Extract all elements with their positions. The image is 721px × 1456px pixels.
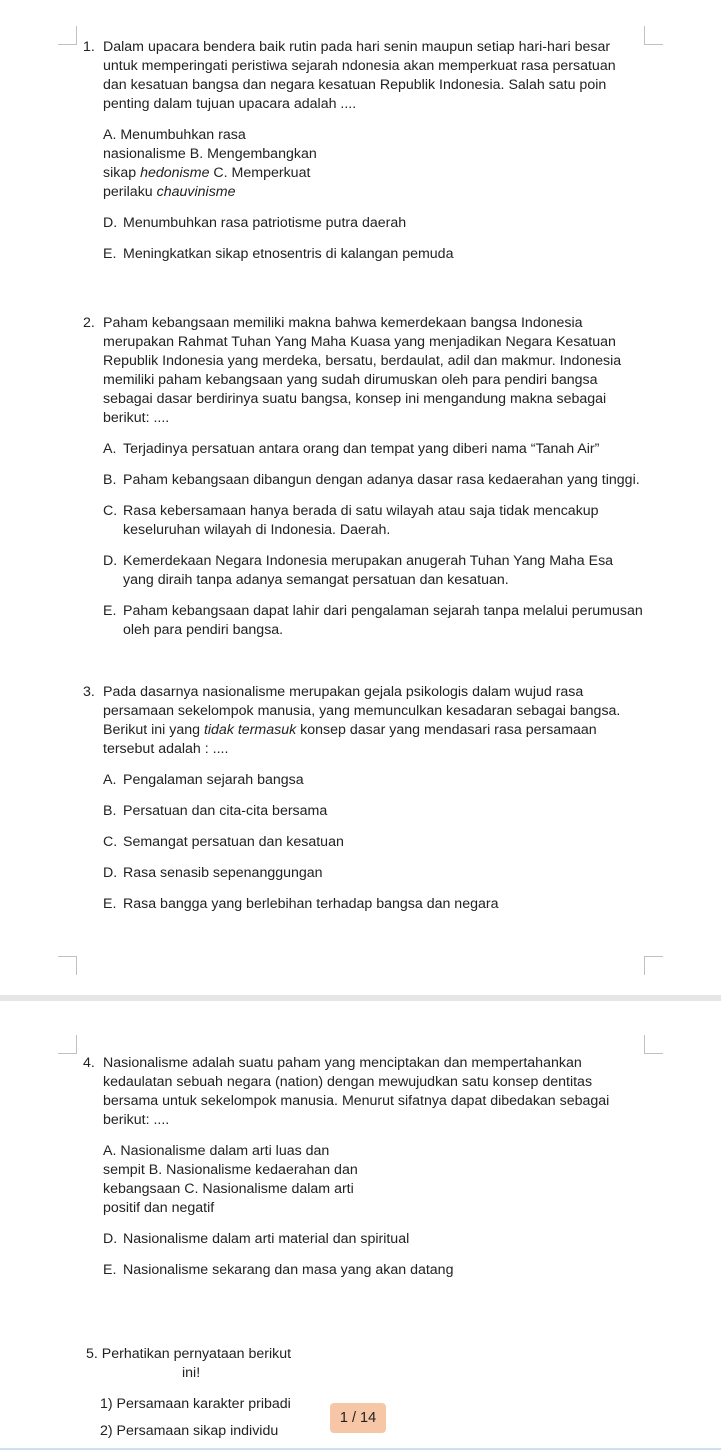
option-line: sempit B. Nasionalisme kedaerahan dan [103,1162,358,1178]
option-line: kebangsaan C. Nasionalisme dalam arti [103,1181,354,1197]
question-stem: Paham kebangsaan memiliki makna bahwa kemerdekaan bangsa Indonesia merupakan Rahmat Tuhan Yang Maha Kuasa yang menjadikan Negara Kesatuan Republik Indonesia yang merdeka, bersatu, berdaulat, adil dan makmur. Indonesia memiliki paham kebangsaan yang sudah dirumuskan oleh para pendiri bangsa sebagai dasar berdirinya suatu bangsa, konsep ini mengandung makna sebagai berikut: .... [103,315,622,426]
option-d: D. Menumbuhkan rasa patriotisme putra daerah [103,215,407,231]
question-stem: Nasionalisme adalah suatu paham yang menciptakan dan mempertahankan kedaulatan sebuah negara (nation) dengan mewujudkan satu konsep dentitas bersama untuk sekelompok manusia. Menurut sifatnya dapat dibedakan sebagai berikut: .... [103,1055,610,1128]
option-a: A. Pengalaman sejarah bangsa [103,772,304,788]
option-line: positif dan negatif [103,1200,215,1216]
crop-mark [58,956,77,975]
option-line: perilaku chauvinisme [103,184,236,200]
question-stem: Pada dasarnya nasionalisme merupakan gejala psikologis dalam wujud rasa persamaan sekelompok manusia, yang memunculkan kesadaran sebagai bangsa. Berikut ini yang tidak termasuk konsep dasar yang mendasari rasa persamaan tersebut adalah : .... [103,684,621,757]
option-d: D. Nasionalisme dalam arti material dan spiritual [103,1231,410,1247]
option-b: B. Persatuan dan cita-cita bersama [103,803,328,819]
question-2 [83,314,643,640]
question-number: 4. [83,1055,95,1071]
option-line: nasionalisme B. Mengembangkan [103,146,317,162]
crop-mark [644,956,663,975]
crop-mark [58,1035,77,1054]
crop-mark [644,1035,663,1054]
question-number: 2. [83,315,95,331]
page-indicator: 1 / 14 [330,1403,386,1433]
question-4 [83,1054,643,1280]
option-a: A. Terjadinya persatuan antara orang dan tempat yang diberi nama “Tanah Air” [103,441,600,457]
question-3 [83,683,643,914]
option-line: A. Nasionalisme dalam arti luas dan [103,1143,330,1159]
option-e: E. Meningkatkan sikap etnosentris di kalangan pemuda [103,246,454,262]
option-b: B. Paham kebangsaan dibangun dengan adanya dasar rasa kedaerahan yang tinggi. [103,472,640,488]
crop-mark [58,26,77,45]
question-stem-cont: ini! [182,1365,201,1381]
option-c: C. Rasa kebersamaan hanya berada di satu wilayah atau saja tidak mencakup keseluruhan wilayah di Indonesia. Daerah. [103,503,599,538]
list-item: 1) Persamaan karakter pribadi [100,1396,291,1412]
option-c: C. Semangat persatuan dan kesatuan [103,834,344,850]
option-e: E. Nasionalisme sekarang dan masa yang akan datang [103,1262,454,1278]
merged-options [103,1142,643,1218]
list-item: 2) Persamaan sikap individu [100,1423,279,1439]
option-e: E. Rasa bangga yang berlebihan terhadap bangsa dan negara [103,896,499,912]
question-1 [83,38,643,264]
merged-options [103,126,643,202]
question-number: 3. [83,684,95,700]
option-line: A. Menumbuhkan rasa [103,127,246,143]
option-e: E. Paham kebangsaan dapat lahir dari pengalaman sejarah tanpa melalui perumusan oleh para pendiri bangsa. [103,603,643,638]
option-d: D. Rasa senasib sepenanggungan [103,865,323,881]
document-page-2 [0,1001,721,1456]
option-d: D. Kemerdekaan Negara Indonesia merupakan anugerah Tuhan Yang Maha Esa yang diraih tanpa adanya semangat persatuan dan kesatuan. [103,553,614,588]
question-stem: Dalam upacara bendera baik rutin pada hari senin maupun setiap hari-hari besar untuk memperingati peristiwa sejarah ndonesia akan memperkuat rasa persatuan dan kesatuan bangsa dan negara kesatuan Republik Indonesia. Salah satu poin penting dalam tujuan upacara adalah .... [103,39,616,112]
question-stem: 5. Perhatikan pernyataan berikut [86,1346,292,1362]
crop-mark [644,26,663,45]
scroll-divider [0,1448,721,1450]
option-line: sikap hedonisme C. Memperkuat [103,165,311,181]
question-number: 1. [83,39,95,55]
